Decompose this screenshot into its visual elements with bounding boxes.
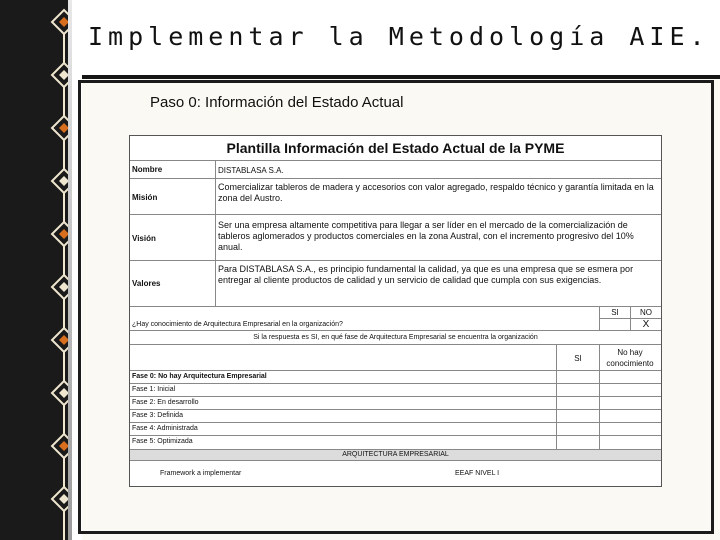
phase-yes-header: SI	[574, 354, 582, 363]
template-title: Plantilla Información del Estado Actual de la PYME	[226, 140, 565, 156]
row-divider	[130, 435, 661, 436]
row-divider	[130, 422, 661, 423]
no-header: NO	[640, 308, 652, 317]
phase-row: Fase 2: En desarrollo	[132, 399, 199, 406]
row-divider	[130, 178, 661, 179]
row-divider	[130, 330, 661, 331]
row-value-vision: Ser una empresa altamente competitiva para llegar a ser líder en el mercado de la comercialización de tableros aglomerados y productos comerciales en la zona Austral, con el incremento progresivo del 10% anual.	[218, 220, 634, 252]
row-divider	[130, 370, 661, 371]
row-divider	[130, 260, 661, 261]
phase-row: Fase 4: Administrada	[132, 425, 198, 432]
framework-value: EEAF NIVEL I	[455, 470, 500, 477]
diamond-pattern	[0, 0, 72, 540]
phase-row: Fase 3: Definida	[132, 412, 183, 419]
slide-subtitle: Paso 0: Información del Estado Actual	[150, 94, 404, 111]
row-divider	[130, 214, 661, 215]
row-divider	[130, 160, 661, 161]
yes-header: SI	[611, 308, 619, 317]
row-divider	[130, 460, 661, 461]
followup-question: Si la respuesta es SI, en qué fase de Arquitectura Empresarial se encuentra la organización	[253, 334, 538, 341]
phase-row: Fase 5: Optimizada	[132, 438, 193, 445]
row-value-mision: Comercializar tableros de madera y accesorios con valor agregado, respaldo técnico y garantía limitada en la zona del Austro.	[218, 182, 654, 203]
row-divider	[130, 306, 661, 307]
state-template-table	[129, 135, 662, 487]
answer-no-mark: X	[642, 319, 650, 330]
no-knowledge-header: No hay conocimiento	[606, 348, 654, 368]
framework-label: Framework a implementar	[160, 470, 242, 477]
row-value-nombre: DISTABLASA S.A.	[218, 166, 284, 175]
row-divider	[130, 383, 661, 384]
row-value-valores: Para DISTABLASA S.A., es principio fundamental la calidad, ya que es una empresa que se esmera por entregar al cliente productos de calidad y un servicio de calidad que cumpla con sus exigencias.	[218, 264, 634, 285]
band-edge	[68, 0, 72, 540]
phase-row: Fase 0: No hay Arquitectura Empresarial	[132, 373, 267, 380]
slide-title: Implementar la Metodología AIE.	[88, 22, 710, 51]
label-divider	[215, 160, 216, 306]
row-label-mision: Misión	[132, 193, 158, 202]
row-divider	[130, 344, 661, 345]
row-divider	[130, 396, 661, 397]
section-header: ARQUITECTURA EMPRESARIAL	[342, 451, 449, 458]
row-divider	[130, 409, 661, 410]
knowledge-question: ¿Hay conocimiento de Arquitectura Empresarial en la organización?	[132, 321, 343, 328]
decorative-band	[0, 0, 72, 540]
row-label-nombre: Nombre	[132, 165, 163, 174]
row-label-valores: Valores	[132, 279, 161, 288]
phase-row: Fase 1: Inicial	[132, 386, 176, 393]
row-label-vision: Visión	[132, 234, 156, 243]
